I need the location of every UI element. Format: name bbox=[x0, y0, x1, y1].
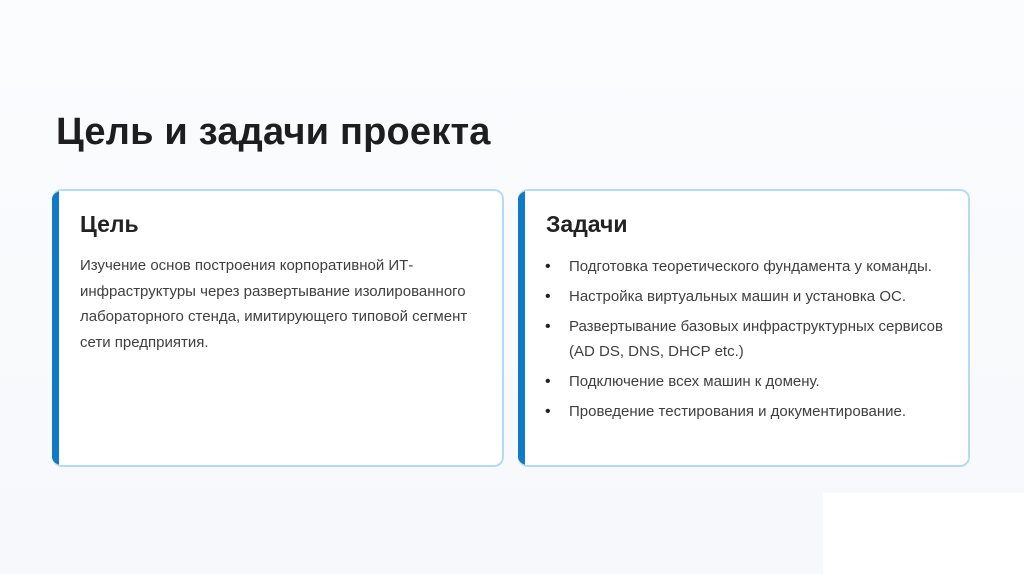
goal-heading: Цель bbox=[80, 211, 139, 237]
task-item-theory bbox=[545, 254, 953, 279]
task-item-text: Подключение всех машин к домену. bbox=[569, 373, 820, 390]
tasks-card-accent-bar bbox=[518, 191, 525, 465]
bullet-icon: • bbox=[545, 258, 551, 275]
task-item-text: Подготовка теоретического фундамента у команды. bbox=[569, 258, 932, 275]
task-item-text: Проведение тестирования и документирование. bbox=[569, 403, 907, 420]
task-item-testing bbox=[545, 399, 953, 424]
task-item-services bbox=[545, 314, 953, 364]
task-item-domain-join bbox=[545, 369, 953, 394]
bullet-icon: • bbox=[545, 288, 551, 305]
bullet-icon: • bbox=[545, 318, 551, 335]
tasks-heading: Задачи bbox=[546, 211, 628, 237]
background-white-panel bbox=[823, 493, 1024, 574]
tasks-card bbox=[518, 189, 970, 467]
goal-description: Изучение основ построения корпоративной ИТ-инфраструктуры через развертывание изолированного лабораторного стенда, имитирующего типовой сегмент сети предприятия. bbox=[80, 257, 468, 351]
task-item-vm-setup bbox=[545, 284, 953, 309]
task-item-text: Настройка виртуальных машин и установка ОС. bbox=[569, 288, 906, 305]
task-list bbox=[545, 254, 953, 429]
bullet-icon: • bbox=[545, 403, 551, 420]
goal-card-accent-bar bbox=[52, 191, 59, 465]
task-item-text: Развертывание базовых инфраструктурных сервисов (AD DS, DNS, DHCP etc.) bbox=[569, 318, 943, 360]
page-title: Цель и задачи проекта bbox=[56, 111, 491, 153]
bullet-icon: • bbox=[545, 373, 551, 390]
goal-card bbox=[52, 189, 504, 467]
